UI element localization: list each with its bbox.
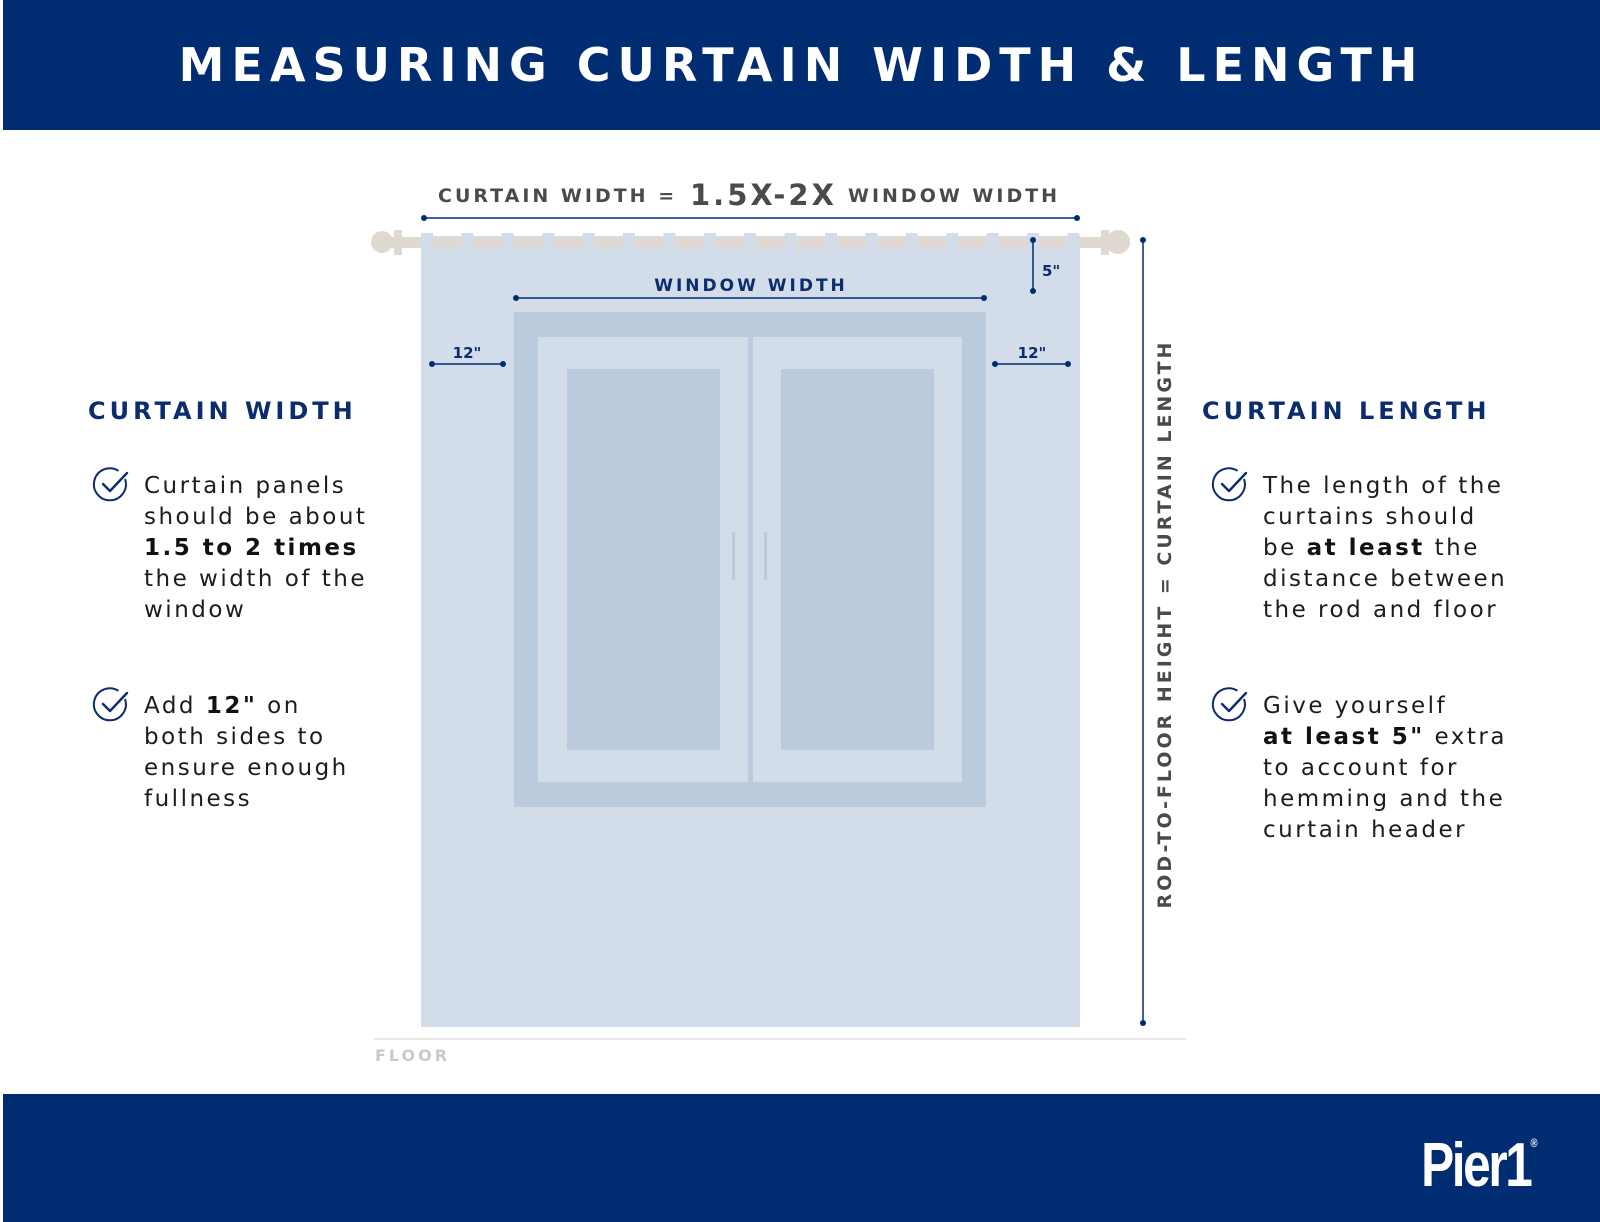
brand-logo: Pier1® (1421, 1131, 1538, 1200)
dimension-endpoint (421, 215, 427, 221)
formula-suffix: WINDOW WIDTH (848, 185, 1061, 207)
curtain-tab (825, 233, 837, 253)
dimension-endpoint (1140, 1020, 1146, 1026)
header-extra-label: 5" (1042, 262, 1061, 280)
list-item-text: Curtain panels should be about 1.5 to 2 times the width of the window (144, 473, 368, 623)
floor-label: FLOOR (375, 1046, 451, 1065)
dimension-endpoint (981, 295, 987, 301)
dimension-endpoint (1030, 288, 1036, 294)
window-width-label: WINDOW WIDTH (654, 276, 848, 296)
formula-multiplier: 1.5X-2X (690, 178, 837, 212)
curtain-tab (1067, 233, 1079, 253)
list-item (92, 691, 349, 815)
check-circle-icon (92, 685, 132, 725)
window-pane-right (781, 369, 934, 750)
window-mullion (748, 337, 753, 782)
curtain-tab (421, 233, 433, 253)
curtain-tab (987, 233, 999, 253)
dimension-endpoint (992, 361, 998, 367)
curtain-tab (946, 233, 958, 253)
list-item (1211, 471, 1507, 626)
dimension-endpoint (1074, 215, 1080, 221)
curtain-tab (906, 233, 918, 253)
formula-prefix: CURTAIN WIDTH = (438, 185, 678, 207)
curtain-tab (623, 233, 635, 253)
rod-to-floor-label: ROD-TO-FLOOR HEIGHT = CURTAIN LENGTH (1154, 339, 1176, 909)
page-title: MEASURING CURTAIN WIDTH & LENGTH (178, 38, 1425, 92)
curtain-length-heading: CURTAIN LENGTH (1202, 397, 1491, 425)
dimension-endpoint (429, 361, 435, 367)
curtain-tab (704, 233, 716, 253)
curtain-tab (744, 233, 756, 253)
curtain-tab (865, 233, 877, 253)
window-handle-right (764, 532, 767, 580)
list-item (92, 471, 367, 626)
dimension-endpoint (500, 361, 506, 367)
curtain-tab (583, 233, 595, 253)
check-circle-icon (92, 465, 132, 505)
dimension-endpoint (1065, 361, 1071, 367)
curtain-tab (663, 233, 675, 253)
list-item-text: The length of the curtains should be at least the distance between the rod and floor (1263, 473, 1508, 623)
dimension-endpoint (1140, 237, 1146, 243)
curtain-tab (785, 233, 797, 253)
curtain-tab (542, 233, 554, 253)
curtain-width-heading: CURTAIN WIDTH (88, 397, 357, 425)
left-margin-label: 12" (452, 344, 482, 362)
list-item-text: Give yourself at least 5" extra to account for hemming and the curtain header (1263, 693, 1507, 843)
check-circle-icon (1211, 685, 1251, 725)
window-pane-left (567, 369, 720, 750)
dimension-endpoint (1030, 237, 1036, 243)
list-item-text: Add 12" on both sides to ensure enough fullness (144, 693, 349, 812)
check-circle-icon (1211, 465, 1251, 505)
curtain-tab (461, 233, 473, 253)
dimension-endpoint (513, 295, 519, 301)
window-handle-left (732, 532, 735, 580)
right-margin-label: 12" (1017, 344, 1047, 362)
footer-banner (3, 1094, 1600, 1222)
curtain-tab (502, 233, 514, 253)
list-item (1211, 691, 1507, 846)
